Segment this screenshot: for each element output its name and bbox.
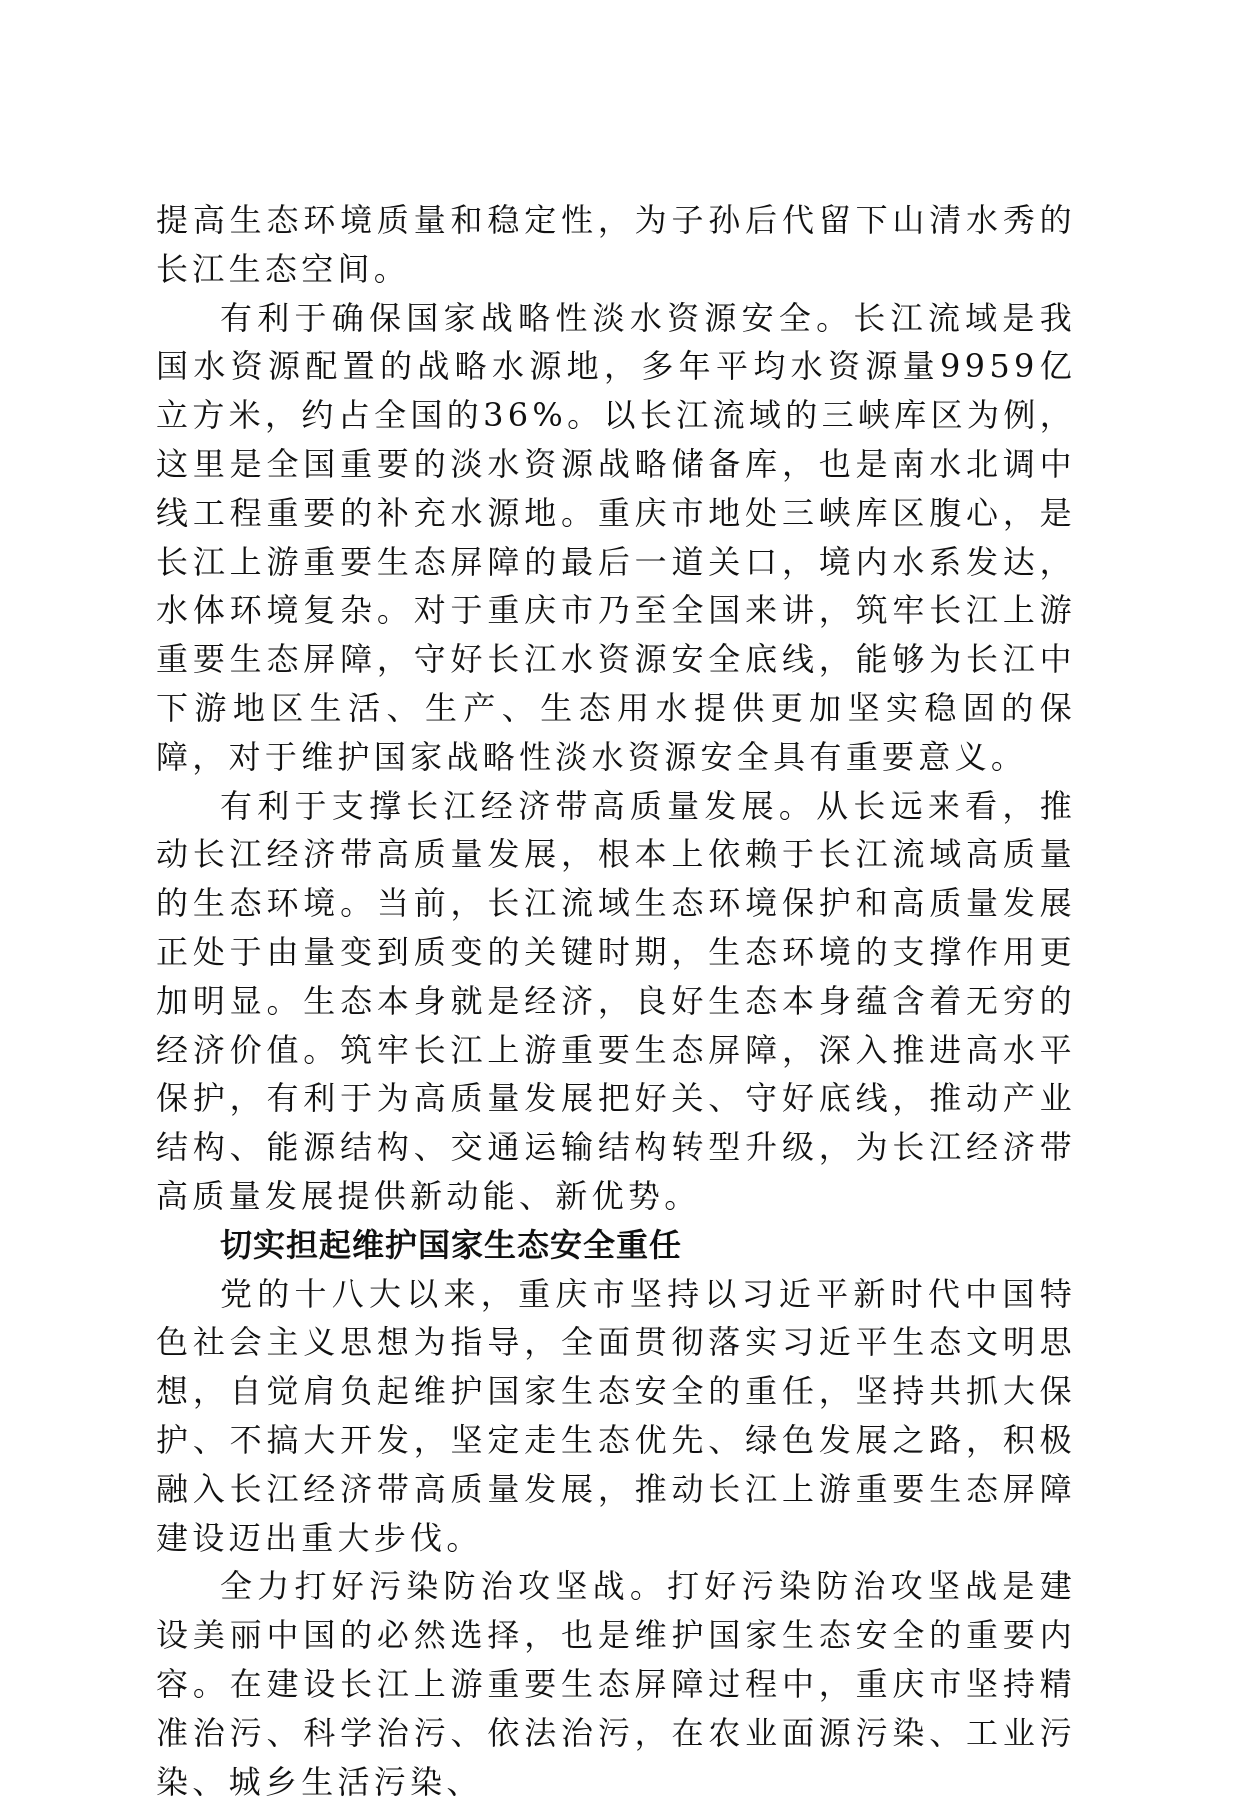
document-body — [156, 196, 1076, 1806]
body-paragraph: 党的十八大以来，重庆市坚持以习近平新时代中国特色社会主义思想为指导，全面贯彻落实习近平生态文明思想，自觉肩负起维护国家生态安全的重任，坚持共抓大保护、不搞大开发，坚定走生态优先、绿色发展之路，积极融入长江经济带高质量发展，推动长江上游重要生态屏障建设迈出重大步伐。 — [156, 1274, 1076, 1557]
body-paragraph: 全力打好污染防治攻坚战。打好污染防治攻坚战是建设美丽中国的必然选择，也是维护国家生态安全的重要内容。在建设长江上游重要生态屏障过程中，重庆市坚持精准治污、科学治污、依法治污，在农业面源污染、工业污染、城乡生活污染、 — [156, 1567, 1076, 1801]
body-paragraph: 有利于确保国家战略性淡水资源安全。长江流域是我国水资源配置的战略水源地，多年平均水资源量9959亿立方米，约占全国的36%。以长江流域的三峡库区为例，这里是全国重要的淡水资源战略储备库，也是南水北调中线工程重要的补充水源地。重庆市地处三峡库区腹心，是长江上游重要生态屏障的最后一道关口，境内水系发达，水体环境复杂。对于重庆市乃至全国来讲，筑牢长江上游重要生态屏障，守好长江水资源安全底线，能够为长江中下游地区生活、生产、生态用水提供更加坚实稳固的保障，对于维护国家战略性淡水资源安全具有重要意义。 — [156, 298, 1076, 776]
continuation-paragraph: 提高生态环境质量和稳定性，为子孙后代留下山清水秀的长江生态空间。 — [156, 201, 1076, 288]
section-heading: 切实担起维护国家生态安全重任 — [220, 1225, 683, 1264]
body-paragraph: 有利于支撑长江经济带高质量发展。从长远来看，推动长江经济带高质量发展，根本上依赖于长江流域高质量的生态环境。当前，长江流域生态环境保护和高质量发展正处于由量变到质变的关键时期，生态环境的支撑作用更加明显。生态本身就是经济，良好生态本身蕴含着无穷的经济价值。筑牢长江上游重要生态屏障，深入推进高水平保护，有利于为高质量发展把好关、守好底线，推动产业结构、能源结构、交通运输结构转型升级，为长江经济带高质量发展提供新动能、新优势。 — [156, 786, 1076, 1215]
